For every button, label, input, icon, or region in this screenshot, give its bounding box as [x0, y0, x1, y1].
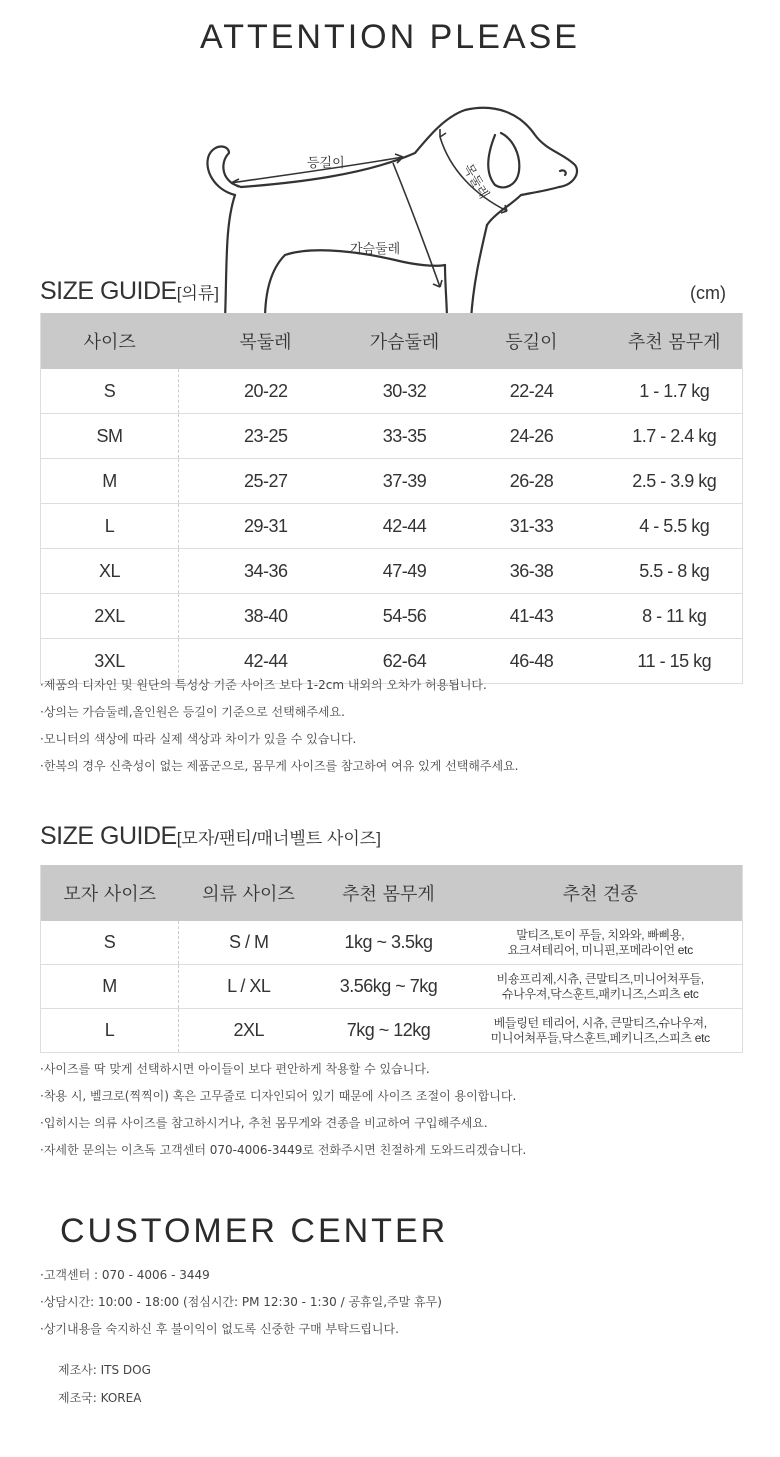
table-row: [41, 459, 743, 504]
chest-label: 가슴둘레: [350, 242, 401, 257]
table-cell: 37-39: [353, 459, 457, 504]
table-cell: S: [41, 369, 179, 414]
table-header-row: [41, 313, 743, 369]
table-cell: L: [41, 504, 179, 549]
info-item: ·상담시간: 10:00 - 18:00 (점심시간: PM 12:30 - 1:30 / 공휴일,주말 휴무): [40, 1295, 442, 1309]
table-cell: 42-44: [179, 639, 353, 684]
table-cell: 46-48: [457, 639, 607, 684]
col-header: 사이즈: [41, 313, 179, 369]
table-cell: 62-64: [353, 639, 457, 684]
table-cell: 42-44: [353, 504, 457, 549]
note-item: ·자세한 문의는 이츠독 고객센터 070-4006-3449로 전화주시면 친절하게 도와드리겠습니다.: [40, 1143, 527, 1157]
table-cell: 1 - 1.7 kg: [607, 369, 743, 414]
info-item: ·고객센터 : 070 - 4006 - 3449: [40, 1268, 210, 1282]
size-guide-subtitle: [모자/팬티/매너벨트 사이즈]: [176, 829, 381, 848]
table-cell: 26-28: [457, 459, 607, 504]
country-of-origin: 제조국: KOREA: [58, 1391, 142, 1405]
table-cell: 30-32: [353, 369, 457, 414]
table-cell: 22-24: [457, 369, 607, 414]
table-cell: 3XL: [41, 639, 179, 684]
table-cell: 11 - 15 kg: [607, 639, 743, 684]
note-item: ·사이즈를 딱 맞게 선택하시면 아이들이 보다 편안하게 착용할 수 있습니다.: [40, 1062, 430, 1076]
size-guide-title: SIZE GUIDE: [40, 277, 177, 305]
table-cell: M: [41, 965, 179, 1009]
back-length-label: 등길이: [307, 156, 345, 171]
breed-line: 말티즈,토이 푸들, 치와와, 빠삐용,: [516, 927, 685, 942]
table-cell: 4 - 5.5 kg: [607, 504, 743, 549]
table-cell: 54-56: [353, 594, 457, 639]
table-cell: 33-35: [353, 414, 457, 459]
table-cell: 5.5 - 8 kg: [607, 549, 743, 594]
size-guide-subtitle: [의류]: [176, 284, 219, 303]
table-cell: L / XL: [179, 965, 319, 1009]
info-item: ·상기내용을 숙지하신 후 불이익이 없도록 신중한 구매 부탁드립니다.: [40, 1322, 399, 1336]
breed-line: 미니어쳐푸들,닥스훈트,페키니즈,스피츠 etc: [490, 1030, 710, 1045]
accessory-size-table: [40, 865, 743, 1053]
note-item: ·입히시는 의류 사이즈를 참고하시거나, 추천 몸무게와 견종을 비교하여 구입해주세요.: [40, 1116, 488, 1130]
breed-line: 요크셔테리어, 미니핀,포메라이언 etc: [507, 942, 693, 957]
col-header: 가슴둘레: [353, 313, 457, 369]
size-guide-clothing-heading: [40, 277, 219, 306]
col-header: 추천 견종: [459, 865, 743, 921]
table-cell: SM: [41, 414, 179, 459]
note-item: ·착용 시, 벨크로(찍찍이) 혹은 고무줄로 디자인되어 있기 때문에 사이즈 조절이 용이합니다.: [40, 1089, 517, 1103]
clothing-size-table: [40, 313, 743, 684]
table-cell: 20-22: [179, 369, 353, 414]
table-cell: 36-38: [457, 549, 607, 594]
table-cell: 23-25: [179, 414, 353, 459]
table-cell: 2XL: [41, 594, 179, 639]
breed-line: 슈나우져,닥스훈트,패키니즈,스피츠 etc: [501, 986, 699, 1001]
table-row: [41, 504, 743, 549]
table-cell: 25-27: [179, 459, 353, 504]
table-cell: 34-36: [179, 549, 353, 594]
table-cell: 2XL: [179, 1009, 319, 1053]
table-row: [41, 369, 743, 414]
col-header: 의류 사이즈: [179, 865, 319, 921]
customer-center-title: CUSTOMER CENTER: [60, 1212, 449, 1250]
dog-measurement-illustration: [195, 95, 595, 320]
size-guide-accessory-heading: [40, 822, 381, 851]
accessory-notes: [40, 1060, 526, 1168]
table-cell: 1kg ~ 3.5kg: [319, 921, 459, 965]
table-cell: S / M: [179, 921, 319, 965]
table-row: [41, 1009, 743, 1053]
table-row: [41, 594, 743, 639]
table-cell: 47-49: [353, 549, 457, 594]
table-cell: 31-33: [457, 504, 607, 549]
breed-line: 베들링턴 테리어, 시츄, 큰말티즈,슈나우져,: [493, 1015, 707, 1030]
unit-label: (cm): [690, 283, 726, 303]
table-row: [41, 965, 743, 1009]
col-header: 목둘레: [179, 313, 353, 369]
table-cell: S: [41, 921, 179, 965]
col-header: 추천 몸무게: [607, 313, 743, 369]
note-item: ·모니터의 색상에 따라 실제 색상과 차이가 있을 수 있습니다.: [40, 732, 357, 746]
customer-center-info: [40, 1266, 442, 1347]
table-header-row: [41, 865, 743, 921]
table-cell: 38-40: [179, 594, 353, 639]
table-cell: 2.5 - 3.9 kg: [607, 459, 743, 504]
col-header: 등길이: [457, 313, 607, 369]
table-cell: 29-31: [179, 504, 353, 549]
breed-line: 비숑프리제,시츄, 큰말티즈,미니어쳐푸들,: [496, 971, 704, 986]
col-header: 추천 몸무게: [319, 865, 459, 921]
table-cell: 7kg ~ 12kg: [319, 1009, 459, 1053]
neck-label: 목둘레: [459, 161, 492, 202]
note-item: ·상의는 가슴둘레,올인원은 등길이 기준으로 선택해주세요.: [40, 705, 345, 719]
breed-cell: [459, 921, 743, 965]
breed-cell: [459, 965, 743, 1009]
table-cell: L: [41, 1009, 179, 1053]
table-cell: 8 - 11 kg: [607, 594, 743, 639]
clothing-notes: [40, 676, 519, 784]
col-header: 모자 사이즈: [41, 865, 179, 921]
table-row: [41, 921, 743, 965]
table-row: [41, 549, 743, 594]
note-item: ·한복의 경우 신축성이 없는 제품군으로, 몸무게 사이즈를 참고하여 여유 있게 선택해주세요.: [40, 759, 519, 773]
table-cell: 24-26: [457, 414, 607, 459]
table-cell: 1.7 - 2.4 kg: [607, 414, 743, 459]
page-title: ATTENTION PLEASE: [200, 18, 580, 56]
table-cell: 3.56kg ~ 7kg: [319, 965, 459, 1009]
table-cell: M: [41, 459, 179, 504]
table-cell: XL: [41, 549, 179, 594]
table-row: [41, 414, 743, 459]
note-item: ·제품의 디자인 및 원단의 특성상 기준 사이즈 보다 1-2cm 내외의 오차가 허용됩니다.: [40, 678, 487, 692]
table-cell: 41-43: [457, 594, 607, 639]
breed-cell: [459, 1009, 743, 1053]
manufacturer: 제조사: ITS DOG: [58, 1363, 151, 1377]
size-guide-title: SIZE GUIDE: [40, 822, 177, 850]
